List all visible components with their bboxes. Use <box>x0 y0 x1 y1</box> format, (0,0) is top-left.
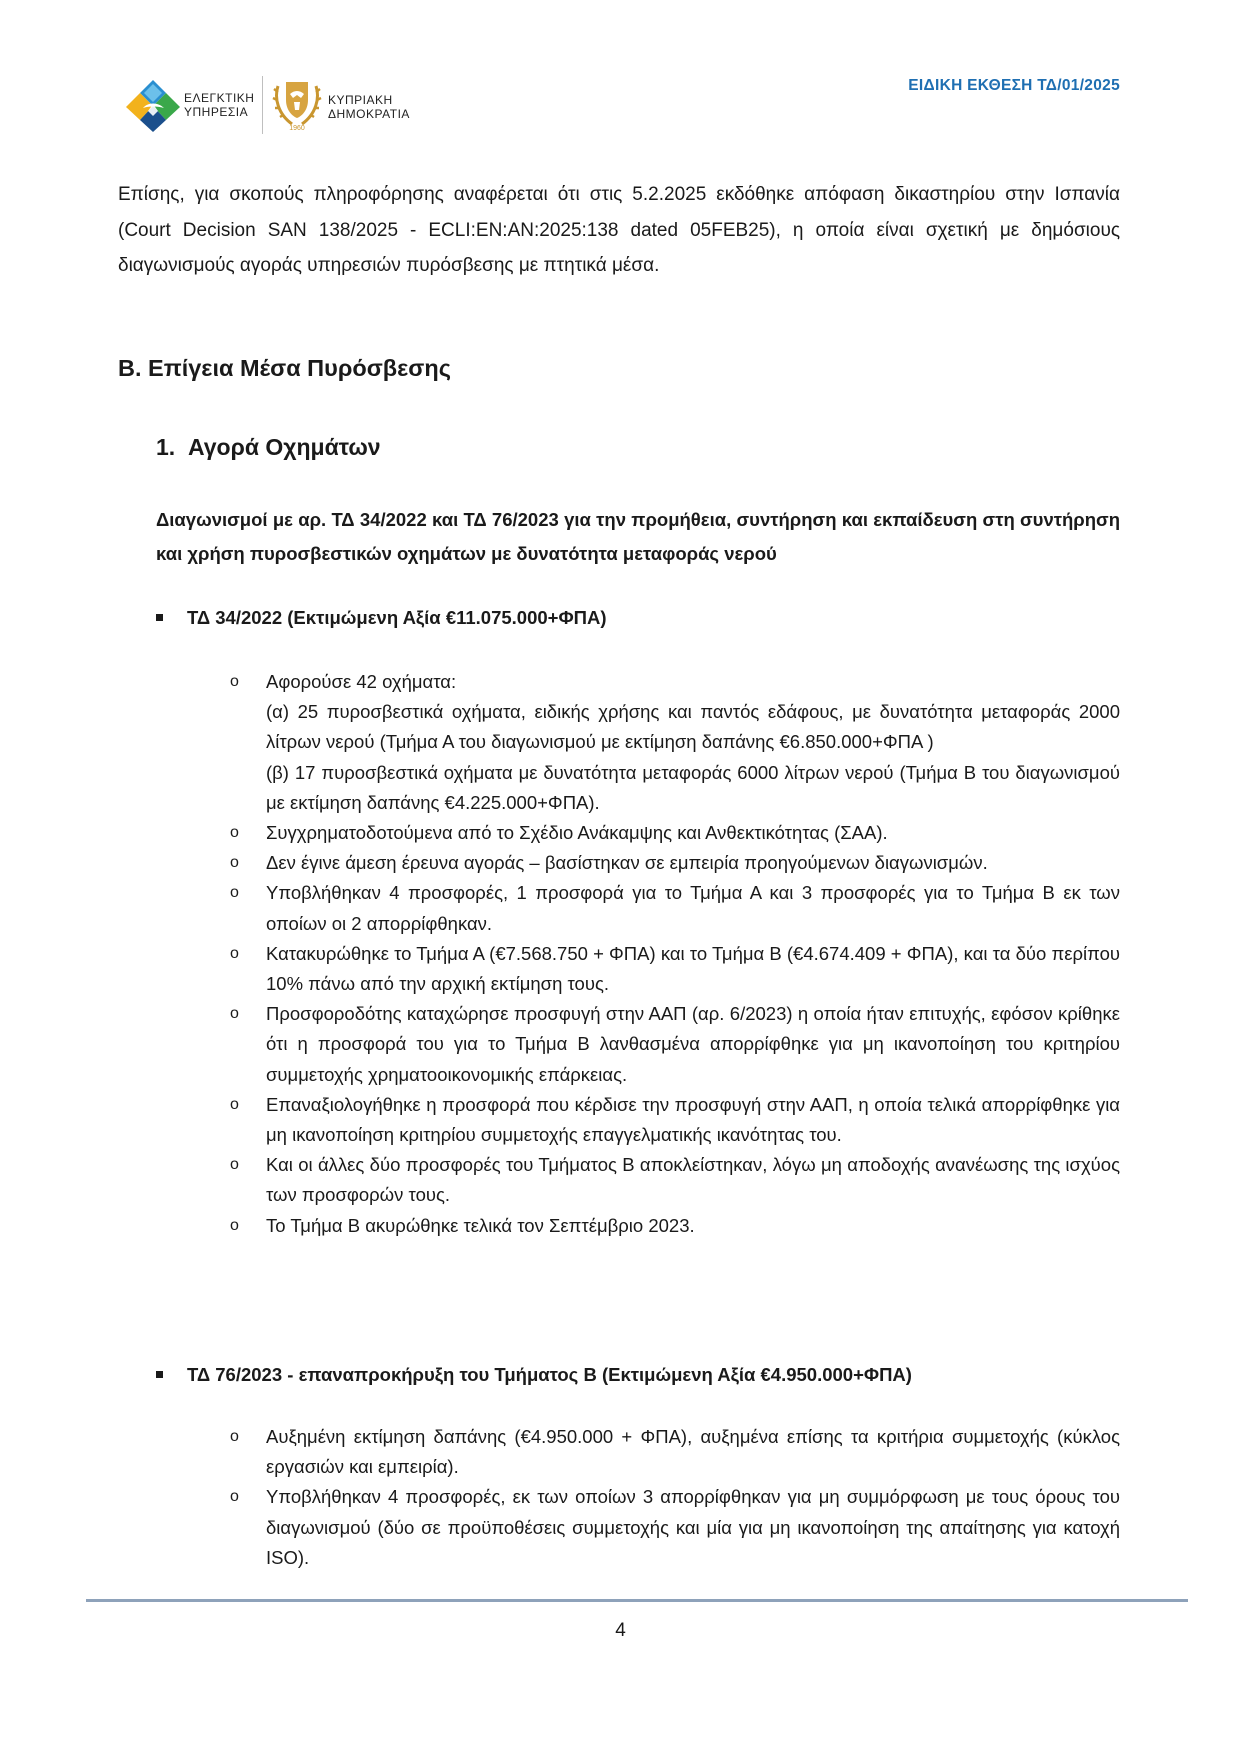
list-item-text: Και οι άλλες δύο προσφορές του Τμήματος Β αποκλείστηκαν, λόγω μη αποδοχής ανανέωσης της ισχύος των προσφορών τους. <box>266 1154 1120 1206</box>
list-item <box>228 1090 1120 1150</box>
bullet-td-34-2022 <box>156 607 607 629</box>
list-item <box>228 1150 1120 1210</box>
bullet-title: ΤΔ 76/2023 - επαναπροκήρυξη του Τμήματος Β (Εκτιμώμενη Αξία €4.950.000+ΦΠΑ) <box>187 1364 912 1385</box>
hollow-circle-bullet-icon: o <box>230 673 239 690</box>
list-item <box>228 999 1120 1090</box>
audit-office-logo-text: ΕΛΕΓΚΤΙΚΗ ΥΠΗΡΕΣΙΑ <box>184 91 255 119</box>
bullet-td-76-2023 <box>156 1364 912 1386</box>
hollow-circle-bullet-icon: o <box>230 1095 239 1113</box>
hollow-circle-bullet-icon: o <box>230 1216 239 1234</box>
cyprus-emblem-icon <box>272 76 322 132</box>
subsection-title: Αγορά Οχημάτων <box>188 434 381 460</box>
list-item-text: (α) 25 πυροσβεστικά οχήματα, ειδικής χρήσης και παντός εδάφους, με δυνατότητα μεταφοράς 2000 λίτρων νερού (Τμήμα Α του διαγωνισμού με εκτίμηση δαπάνης €6.850.000+ΦΠΑ ) <box>266 701 1120 753</box>
hollow-circle-bullet-icon: o <box>230 854 239 872</box>
cyprus-republic-logo <box>272 76 432 132</box>
tender-title: Διαγωνισμοί με αρ. ΤΔ 34/2022 και ΤΔ 76/2023 για την προμήθεια, συντήρηση και εκπαίδευση στη συντήρηση και χρήση πυροσβεστικών οχημάτων με δυνατότητα μεταφοράς νερού <box>156 509 1120 564</box>
list-item <box>228 1211 1120 1241</box>
logo-separator <box>262 76 263 134</box>
hollow-circle-bullet-icon: o <box>230 1488 239 1506</box>
list-item <box>228 1482 1120 1573</box>
list-item-text: Κατακυρώθηκε το Τμήμα Α (€7.568.750 + ΦΠΑ) και το Τμήμα Β (€4.674.409 + ΦΠΑ), και τα δύο περίπου 10% πάνω από την αρχική εκτίμηση τους. <box>266 942 1120 995</box>
list-item-text: Αφορούσε 42 οχήματα: <box>266 671 457 692</box>
square-bullet-icon <box>156 614 163 621</box>
audit-office-logo <box>124 78 256 132</box>
list-item-text: Προσφοροδότης καταχώρησε προσφυγή στην ΑΑΠ (αρ. 6/2023) η οποία ήταν επιτυχής, εφόσον κρίθηκε ότι η προσφορά του για το Τμήμα Β λανθασμένα απορρίφθηκε για μη ικανοποίηση του κριτηρίου συμμετοχής χρηματοοικονομικής επάρκειας. <box>266 1003 1120 1085</box>
audit-office-emblem-icon <box>124 78 182 132</box>
list-item-text: Δεν έγινε άμεση έρευνα αγοράς – βασίστηκαν σε εμπειρία προηγούμενων διαγωνισμών. <box>266 852 988 874</box>
section-heading: Β. Επίγεια Μέσα Πυρόσβεσης <box>118 355 451 381</box>
svg-text:1960: 1960 <box>289 125 305 132</box>
list-item-text: Συγχρηματοδοτούμενα από το Σχέδιο Ανάκαμψης και Ανθεκτικότητας (ΣΑΑ). <box>266 822 888 844</box>
list-item-text: Επαναξιολογήθηκε η προσφορά που κέρδισε την προσφυγή στην ΑΑΠ, η οποία τελικά απορρίφθηκε για μη ικανοποίηση κριτηρίου συμμετοχής επαγγελματικής ικανότητας του. <box>266 1093 1120 1146</box>
list-item-text: Αυξημένη εκτίμηση δαπάνης (€4.950.000 + ΦΠΑ), αυξημένα επίσης τα κριτήρια συμμετοχής (κύκλος εργασιών και εμπειρία). <box>266 1426 1120 1478</box>
list-item <box>228 848 1120 878</box>
list-item <box>228 667 1120 818</box>
footer-divider <box>86 1599 1188 1602</box>
list-item <box>228 1422 1120 1482</box>
report-code: ΕΙΔΙΚΗ ΕΚΘΕΣΗ ΤΔ/01/2025 <box>908 77 1120 94</box>
subsection-number: 1. <box>156 434 176 460</box>
sublist-td-34-2022 <box>228 667 1120 1241</box>
intro-paragraph: Επίσης, για σκοπούς πληροφόρησης αναφέρεται ότι στις 5.2.2025 εκδόθηκε απόφαση δικαστηρίου στην Ισπανία (Court Decision SAN 138/2025 - ECLI:EN:AN:2025:138 dated 05FEB25), η οποία είναι σχετική με δημόσιους διαγωνισμούς αγοράς υπηρεσιών πυρόσβεσης με πτητικά μέσα. <box>118 184 1120 276</box>
hollow-circle-bullet-icon: o <box>230 824 239 842</box>
hollow-circle-bullet-icon: o <box>230 884 239 902</box>
hollow-circle-bullet-icon: o <box>230 944 239 962</box>
hollow-circle-bullet-icon: o <box>230 1428 239 1445</box>
bullet-title: ΤΔ 34/2022 (Εκτιμώμενη Αξία €11.075.000+ΦΠΑ) <box>187 607 607 628</box>
list-item <box>228 878 1120 938</box>
header-logos <box>124 74 434 136</box>
hollow-circle-bullet-icon: o <box>230 1005 239 1023</box>
hollow-circle-bullet-icon: o <box>230 1156 239 1174</box>
list-item <box>228 818 1120 848</box>
list-item-text: Υποβλήθηκαν 4 προσφορές, 1 προσφορά για το Τμήμα Α και 3 προσφορές για το Τμήμα Β εκ των οποίων οι 2 απορρίφθηκαν. <box>266 882 1120 934</box>
sublist-td-76-2023 <box>228 1422 1120 1573</box>
list-item-text: Υποβλήθηκαν 4 προσφορές, εκ των οποίων 3 απορρίφθηκαν για μη συμμόρφωση με τους όρους του διαγωνισμού (δύο σε προϋποθέσεις συμμετοχής και μία για μη ικανοποίηση της απαίτησης για κατοχή ISO). <box>266 1486 1120 1568</box>
square-bullet-icon <box>156 1371 163 1378</box>
subsection-heading <box>156 434 381 461</box>
list-item-text: (β) 17 πυροσβεστικά οχήματα με δυνατότητα μεταφοράς 6000 λίτρων νερού (Τμήμα Β του διαγωνισμού με εκτίμηση δαπάνης €4.225.000+ΦΠΑ). <box>266 761 1120 813</box>
list-item-text: Το Τμήμα Β ακυρώθηκε τελικά τον Σεπτέμβριο 2023. <box>266 1214 695 1236</box>
page-number: 4 <box>615 1620 626 1641</box>
list-item <box>228 939 1120 999</box>
cyprus-republic-logo-text: ΚΥΠΡΙΑΚΗ ΔΗΜΟΚΡΑΤΙΑ <box>328 93 410 121</box>
